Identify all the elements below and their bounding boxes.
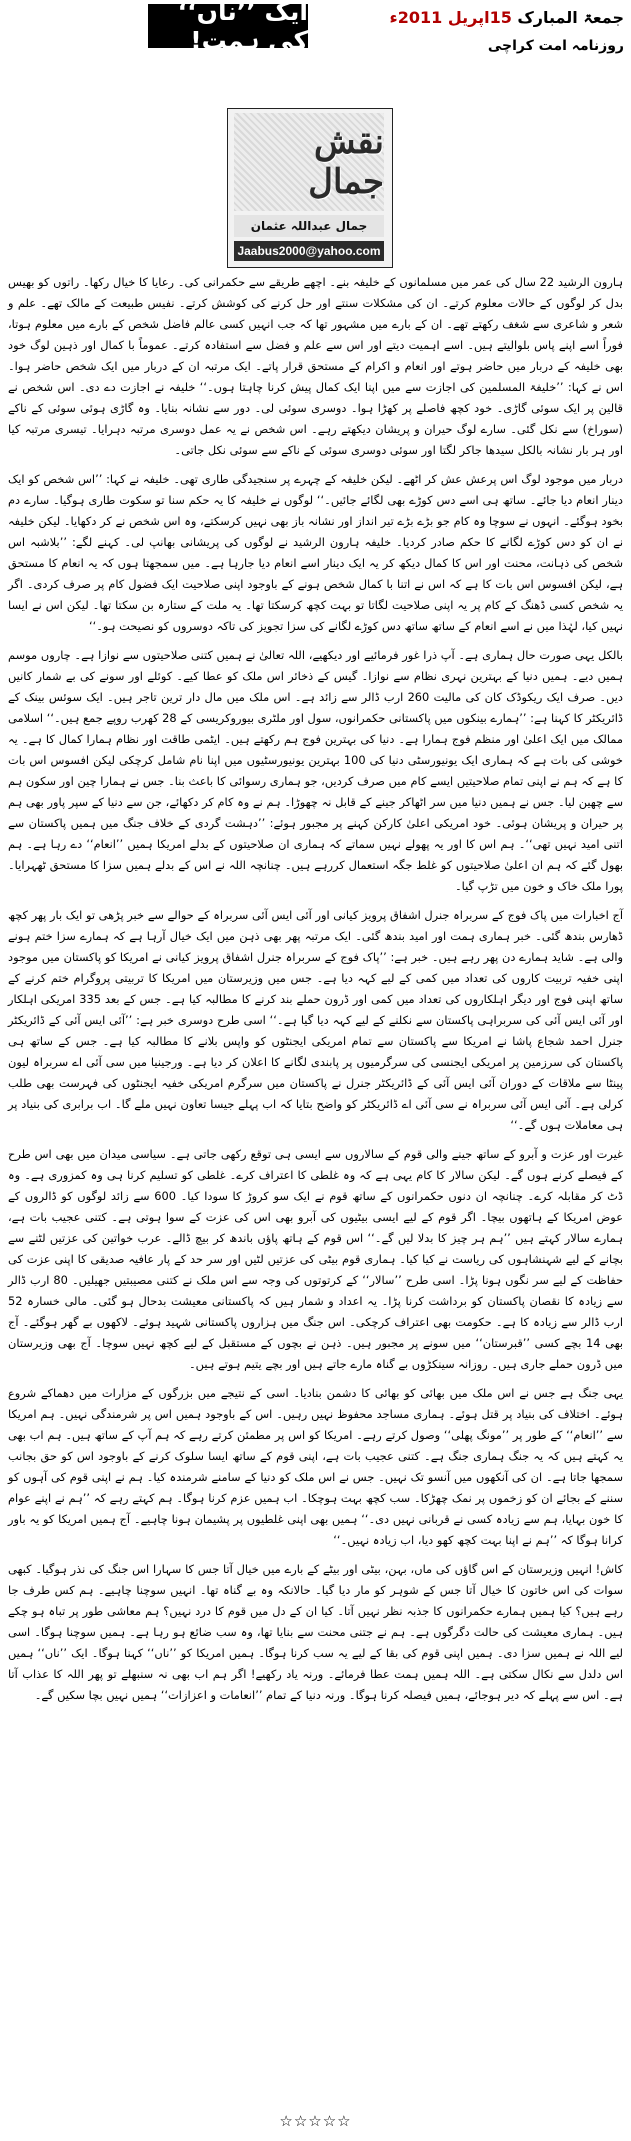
date-day: جمعۃ المبارک — [517, 8, 624, 27]
newspaper-name: روزنامہ امت کراچی — [487, 38, 624, 54]
author-name: جمال عبداللہ عثمان — [234, 215, 384, 237]
end-stars: ☆☆☆☆☆ — [279, 2112, 352, 2130]
date-rest: 15اپریل 2011ء — [389, 8, 512, 27]
column-logo — [227, 108, 393, 268]
paragraph: آج اخبارات میں پاک فوج کے سربراہ جنرل اشفاق پرویز کیانی اور آئی ایس آئی سربراہ کے حوالے سے خبر پڑھی تو ایک بار پھر کچھ ڈھارس بندھ گئی۔ خبر ہماری ہمت اور امید بندھ گئی۔ ایک مرتبہ پھر بھی ذہن میں ایک خیال آرہا ہے کہ ہمارے سزا ختم ہونے والی ہے۔ شاید ہمارے دن پھر رہے ہیں۔ خبر ہے: ’’پاک فوج کے سربراہ جنرل اشفاق پرویز کیانی نے امریکا کو پاکستان میں موجود اپنی خفیہ تربیت کاروں کی تعداد میں کمی کے لیے کہہ دیا ہے۔ جس میں وزیرستان میں امریکا کا تربیتی پروگرام ختم کرنے کے ساتھ اپنی فوج اور دیگر اہلکاروں کی تعداد میں کمی اور ڈرون حملے بند کرنے کا مطالبہ کیا ہے۔ جس کے بعد 335 امریکی اہلکار اور آئی ایس آئی کی سربراہی پاکستان سے نکلنے کے لیے کہہ دیا گیا ہے۔‘‘ اسی طرح دوسری خبر ہے: ’’آئی ایس آئی کے ڈائریکٹر جنرل احمد شجاع پاشا نے امریکا سے پاکستان سے تمام امریکی ایجنٹوں کو واپس بلانے کا مطالبہ کیا ہے۔ جس کے ساتھ ہی پاکستان کی سرزمین پر امریکی ایجنسی کی سرگرمیوں پر پابندی لگانے کا اعلان کر دیا ہے۔ ورجینیا میں سی آئی اے سربراہ لیون پینٹا سے ملاقات کے دوران آئی ایس آئی کے ڈائریکٹر جنرل نے پاکستان میں سرگرم امریکی خفیہ ایجنٹوں کی فہرست بھی طلب کرلی ہے۔ آئی ایس آئی سربراہ نے سی آئی اے ڈائریکٹر کو واضح بتایا کہ اب پہلے جیسا تعاون نہیں ملے گا۔ اب برابری کی بنیاد پر ہی معاملات ہوں گے۔‘‘ — [8, 908, 623, 1132]
paragraph: دربار میں موجود لوگ اس پرعش عش کر اٹھے۔ لیکن خلیفہ کے چہرے پر سنجیدگی طاری تھی۔ خلیفہ نے کہا: ’’اس شخص کو ایک دینار انعام دیا جائے۔ ساتھ ہی اسے دس کوڑے بھی لگائے جائیں۔‘‘ لوگوں نے خلیفہ کا یہ حکم سنا تو سکوت طاری ہوگیا۔ سارے دم بخود ہوگئے۔ انہوں نے سوچا وہ کام جو بڑے بڑے تیر انداز اور نشانہ باز بھی نہیں کرسکتے، وہ اس شخص نے کر دکھایا۔ لیکن خلیفہ نے ان کو دس کوڑے لگانے کا حکم صادر کردیا۔ خلیفہ ہارون الرشید نے لوگوں کی پریشانی بھانپ لی۔ کہنے لگے: ’’بلاشبہ اس شخص کی ذہانت، محنت اور اس کا کمال دیکھ کر یہ ایک دینار اسے انعام دیا جارہا ہے۔ میں سمجھتا ہوں کہ یہ انعام کا مستحق ہے، لیکن افسوس اس بات کا ہے کہ اس نے اتنا با کمال شخص ہونے کے باوجود اپنی صلاحیت ایک فضول کام پر صرف کردی۔ اگر یہ شخص کسی ڈھنگ کے کام پر یہ اپنی صلاحیت لگاتا تو بہت کچھ کرسکتا تھا۔ یہ ملت کے ستارہ بن سکتا تھا۔ لیکن اس نے ایسا نہیں کیا، لہٰذا میں نے اسے انعام کے ساتھ ساتھ دس کوڑے لگانے کی سزا تجویز کی تاکہ دوسروں کو نصیحت ہو۔‘‘ — [8, 472, 623, 633]
paragraph: ہارون الرشید 22 سال کی عمر میں مسلمانوں کے خلیفہ بنے۔ اچھے طریقے سے حکمرانی کی۔ رعایا کا خیال رکھا۔ راتوں کو بھیس بدل کر لوگوں کے حالات معلوم کرتے۔ ان کی مشکلات سنتے اور حل کرنے کی کوشش کرتے۔ نفیس طبیعت کے مالک تھے۔ علم و شعر و شاعری سے شغف رکھتے تھے۔ ان کے بارے میں مشہور تھا کہ جب انہیں کسی عالم فاضل شخص کے بارے میں معلوم ہوتا، فوراً اسے اپنے پاس بلوالیتے ہیں۔ اسے اہمیت دیتے اور اس سے علم و فضل سے استفادہ کرتے۔ عموماً با کمال اور ذہین لوگ خود بھی خلیفہ کے دربار میں حاضر ہوتے اور انعام و اکرام کے مستحق قرار پاتے۔ ایک مرتبہ ان کے دربار میں ایک شخص حاضر ہوا۔ اس نے کہا: ’’خلیفۃ المسلمین کی اجازت سے میں اپنا ایک کمال پیش کرنا چاہتا ہوں۔‘‘ خلیفہ نے اجازت دے دی۔ اس شخص نے قالین پر ایک سوئی گاڑی۔ خود کچھ فاصلے پر کھڑا ہوا۔ دوسری سوئی لی۔ دور سے نشانہ بنایا۔ وہ گاڑی ہوئی سوئی کے ناکے (سوراخ) سے نکل گئی۔ سارے لوگ حیران و پریشان دیکھتے رہے۔ اس شخص نے یہ عمل دوسری مرتبہ دہرایا۔ تیسری مرتبہ کیا اور ہر بار نشانہ بالکل سیدھا جاکر لگتا اور سوئی دوسری سوئی کے ناکے سے سوئی نکل جاتی۔ — [8, 275, 623, 457]
paragraph: بالکل یہی صورت حال ہماری ہے۔ آپ ذرا غور فرمائیے اور دیکھیے، اللہ تعالیٰ نے ہمیں کتنی صلاحیتوں سے نوازا ہے۔ چاروں موسم ہمیں دیے۔ ہمیں دنیا کے بہترین نہری نظام سے نوازا۔ گیس کے ذخائر اس ملک کو عطا کیے۔ کوئلے اور سونے کی بے شمار کانیں دیں۔ صرف ایک ریکوڈک کان کی مالیت 260 ارب ڈالر سے زائد ہے۔ اس ملک میں مال دار ترین تاجر ہیں۔ ایک سوئس بینک کے ڈائریکٹر کا کہنا ہے: ’’ہمارے بینکوں میں پاکستانی حکمرانوں، سول اور ملٹری بیوروکریسی کے 28 کھرب روپے جمع ہیں۔‘‘ اسلامی ممالک میں ایک اعلیٰ اور منظم فوج ہمارا ہے۔ دنیا کی بہترین فوج ہم رکھتے ہیں۔ ایٹمی طاقت اور نظام ہمارا کمال کا ہے۔ یہ خوشی کی بات ہے کہ ہماری ایک یونیورسٹی دنیا کی 100 بہترین یونیورسٹیوں میں اپنا نام شامل کرچکی لیکن افسوس اس بات کا ہے کہ ہم نے اپنی تمام صلاحیتیں ایسے کام میں صرف کردیں، جو ہماری رسوائی کا باعث بنا۔ جس نے ہمارا چین اور سکون ہم سے چھین لیا۔ جس نے ہمیں دنیا میں سر اٹھاکر جینے کے قابل نہ چھوڑا۔ ہم نے وہ کام کر دکھائے، جن سے دنیا کے سپر پاور بھی ہم پر حیران و پریشان ہوئی۔ خود امریکی اعلیٰ کارکن کہنے پر مجبور ہوئے: ’’دہشت گردی کے خلاف جنگ میں ہمیں پاکستان سے اتنی امید نہیں تھی‘‘۔ ہم اس کا اور یہ پھولے نہیں سماتے کہ ہماری ان صلاحیتوں کے بدلے امریکا ہمیں ’’انعام‘‘ دے رہا ہے۔ ہم بھول گئے کہ ہم ان اعلیٰ صلاحیتوں کو غلط جگہ استعمال کررہے ہیں۔ چنانچہ اللہ نے اس کے بدلے ہمیں سزا کا مستحق ٹھہرایا۔ پورا ملک خاک و خون میں تڑپ گیا۔ — [8, 648, 623, 893]
header — [0, 0, 631, 112]
paragraph: غیرت اور عزت و آبرو کے ساتھ جینے والی قوم کے سالاروں سے ایسی ہی توقع رکھی جاتی ہے۔ سیاسی میدان میں بھی اس طرح کے فیصلے کرنے ہوں گے۔ لیکن سالار کا کام یہی ہے کہ وہ غلطی کا اعتراف کرے۔ غلطی کو تسلیم کرنا ہی وہ کمزوری ہے۔ وہ ڈٹ کر مقابلہ کرے۔ چنانچہ ان دنوں حکمرانوں کے ساتھ قوم نے ایک سو کروڑ کا سودا کیا۔ 600 سے زائد لوگوں کو ڈالروں کے عوض امریکا کے ہاتھوں بیچا۔ اگر قوم کے لیے ایسی بیٹیوں کی آبرو بھی اس کی عزت کے سوا ہوتی ہے۔ کتنی عجیب بات ہے، ہمارے سالار کہتے ہیں ’’ہم ہر چیز کا بدلا لیں گے۔‘‘ اس قوم کے ہاتھ پاؤں باندھ کر بیچ ڈالے۔ عرب خواتین کی عزتیں لٹنے سے بچانے کے لیے شہنشاہوں کی ریاست نے کیا کیا۔ ہماری قوم بیٹی کی عزتیں لٹیں اور سر حد کے پار عافیہ صدیقی کا اپنی عزت کی حفاظت کے لیے سر نگوں ہونا پڑا۔ اسی طرح ’’سالار‘‘ کے کرتوتوں کی وجہ سے اس ملک نے کتنی مصیبتیں جھیلیں۔ 80 ارب ڈالر سے زیادہ کا نقصان پاکستان کو برداشت کرنا پڑا۔ یہ اعداد و شمار ہیں کہ پاکستانی معیشت بدحال ہو گئی۔ مالی خسارہ 52 ارب ڈالر سے زیادہ کا ہے۔ حکومت بھی اعتراف کرچکی۔ اس جنگ میں ہزاروں پاکستانی شہید ہوئے۔ لاکھوں بے گھر ہوگئے۔ آج بھی 14 بچے کسی ’’قبرستان‘‘ میں سونے پر مجبور ہیں۔ ذہن نے بچوں کے مستقبل کے لیے کچھ نہیں سوچا۔ آج بھی وزیرستان میں ڈرون حملے جاری ہیں۔ روزانہ سینکڑوں بے گناہ مارے جاتے ہیں اور بچے یتیم ہوتے ہیں۔ — [8, 1147, 624, 1371]
logo-title: نقش جمال — [308, 122, 384, 202]
author-email: Jaabus2000@yahoo.com — [234, 241, 384, 261]
logo-artwork — [234, 113, 384, 211]
paragraph: کاش! انہیں وزیرستان کے اس گاؤں کی ماں، بہن، بیٹی اور بیٹے کے بارے میں خیال آتا جس کا سہارا اس جنگ کی نذر ہوگیا۔ کبھی سوات کی اس خاتون کا خیال آتا جس کے شوہر کو مار دیا گیا۔ حالانکہ وہ بے گناہ تھا۔ انہیں سوچنا چاہیے۔ ہم کس طرف جا رہے ہیں؟ کیا ہمیں ہمارے حکمرانوں کا جذبہ نظر نہیں آتا۔ کیا ان کے دل میں قوم کا درد نہیں؟ ہم معاشی طور پر تباہ ہو چکے ہیں۔ ہماری معیشت کی حالت دگرگوں ہے۔ ہم نے جتنی محنت سے بنایا تھا، وہ سب ضائع ہو رہا ہے۔ ہمیں سوچنا ہوگا۔ اسی لیے اللہ نے ہمیں سزا دی۔ ہمیں اپنی قوم کی بقا کے لیے یہ سب کرنا ہوگا۔ ہمیں امریکا کو ’’ناں‘‘ کہنا ہوگا۔ ایک ’’ناں‘‘ ہمیں اس دلدل سے نکال سکتی ہے۔ اللہ ہمیں ہمت عطا فرمائے۔ ورنہ یاد رکھیے! اگر ہم اب بھی نہ سنبھلے تو پھر اللہ کا عذاب آتا ہے۔ اس سے پہلے کہ دیر ہوجائے، ہمیں فیصلہ کرنا ہوگا۔ ورنہ دنیا کے تمام ’’انعامات و اعزازات‘‘ ہمیں نہیں بچا سکیں گے۔ — [8, 1562, 623, 1702]
paragraph: یہی جنگ ہے جس نے اس ملک میں بھائی کو بھائی کا دشمن بنادیا۔ اسی کے نتیجے میں بزرگوں کے مزارات میں دھماکے شروع ہوئے۔ اختلاف کی بنیاد پر قتل ہوئے۔ ہماری مساجد محفوظ نہیں رہیں۔ اس کے باوجود ہمیں اس پر شرمندگی نہیں۔ ہم امریکا سے ’’انعام‘‘ کے طور پر ’’مونگ پھلی‘‘ وصول کرتے رہے۔ امریکا کو اس پر مطمئن کرتے رہے کہ ہم آپ کے ساتھ ہیں۔ ہم اب بھی یہ کہتے ہیں کہ یہ جنگ ہماری جنگ ہے۔ کتنی عجیب بات ہے، اپنی قوم کے ساتھ ایسا سلوک کرنے کے باوجود اس کو حق بجانب سمجھا جاتا ہے۔ ان کی آنکھوں میں آنسو تک نہیں۔ جس نے اس ملک کو دنیا کے سامنے شرمندہ کیا۔ ہم نے اپنی قوم کی آہوں کو سننے کے بجائے ان کو زخموں پر نمک چھڑکا۔ سب کچھ بہت ہوچکا۔ اب ہمیں عزم کرنا ہوگا۔ ہم کہتے رہے کہ ’’ہم نے اپنے عوام کا خون بہایا، ہم سے زیادہ کسی نے قربانی نہیں دی۔‘‘ ہمیں بھی اپنی غلطیوں پر پشیمان ہونا چاہیے۔ آج ہمیں امریکا کو یہ باور کرانا ہوگا کہ ’’ہم نے اپنا بہت کچھ کھو دیا، اب زیادہ نہیں۔‘‘ — [8, 1386, 623, 1547]
publication-date — [330, 8, 624, 27]
column-title: ایک ’’ناں‘‘ کی ہمت! — [148, 4, 308, 48]
article-body — [8, 272, 623, 1714]
